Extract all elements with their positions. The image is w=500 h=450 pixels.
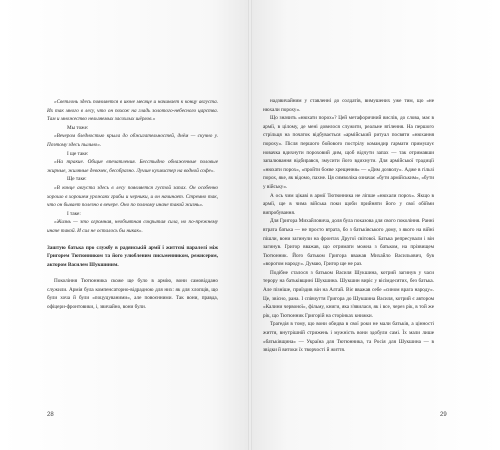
left-page-paragraph: Ще таке: (67, 176, 87, 183)
left-page-paragraph: І ще таке: (67, 150, 89, 157)
left-page-paragraph: І таке: (67, 210, 81, 217)
left-page-paragraph: Покоління Тютюнника скоже ще було в армію, вони самовіддано служили. Армія була компенсаторно-відрадною для них: як для хлопців, що були хоча й були «поцуцуваними», але повоєнними. Так вони, правда, офіцери-фронтовики, і, звичайно, вони були. (47, 278, 218, 311)
right-page-paragraph: Подібне сталося з батьком Василя Шукшина, котрий загинув у часи терору на батьківщині Шукшина. Шукшин виріс у вісімдесятих, без батька. Але пізніше, приїздив він на Алтай. Віє вважав себе «сином врага народу». Це, звісно, рана. І співчуття Григора до Шукшина Василя, котрий є автором «Калини червоної», фільму, книги, яка з'явилася, як і все, через рік, в той же рік, що Тютюнник Григорій на сторінках книжки. (263, 269, 434, 319)
right-page-paragraph: Трагедія в тому, що вони обидва в свої роки не мали батьків, а цінності життя, внутрішній стрижень і мужність вони здобули самі. Їх мали лише «батьківщина» — Україна для Тютюнника, та Росія для Шукшина — в звідки й витоки їх творчості й життя. (263, 321, 434, 354)
right-page (250, 0, 500, 450)
left-page-paragraph: «Вечером бледностью крыла до обжигательностей, днём — скучно у. Поэтому здесь пыльно». (47, 133, 218, 148)
right-page-paragraph: надзвичайним у ставленні до солдатів, вимушених уже тим, що «не нюхали пороху». (263, 98, 434, 113)
left-page-paragraph: «В конце августа здесь в лесу появляется густой запах. Он особенно хорошо в хорошем урожаях грибы и черники, и он начинает. Стремно так, что он бывает полезно в вечере. Оно по полному иначе такой жизнь». (47, 184, 218, 209)
right-page-paragraph: А ось чим цікаві в армії Тютюнника не ліпше «нюхали порох». Якщо в армії, ще в чима війська поки щоби прийняти його у свої обійми випробування. (263, 192, 434, 216)
right-page-paragraph: Для Григора Михайловича, доля була показова для свого покоління. Ранні втрата батька — не просто втрата, бо з батьківського дому, з якого на війні пішли, вони загинули на фронтах Другої світової. Батька репресували і він загинув. Григор вважав, що отримати можна з батьком, на прізвищем Тютюнник. Його батьком Григора вважав Михайло Васильович, був «ворогом народу». Думаю, Григор ще не раз. (263, 218, 434, 268)
right-page-paragraph: Що значить «нюхати порох»? Цей метафоричний вислів, до слова, має в армії, в цілому, де мені довелося служити, реальне втілення. На першого стрільця на початок відбувається «армійський ритуал посвяти «нюхання пороху». Після першого бойового пострілу командир гармати примушує новачка вдихнути пороховий дим, щоб відчути запах — так отримавши запалювання відбирався, змусити його вдихнути. Для армійської традиції «нюхати порох», «пройти боєве хрещення» — «Дим дозволу». Адже в гільзі порох, яке, як відомо, пахне. Ця символіка означає «бути армійським», «бути у війську». (263, 115, 434, 190)
left-page-text (47, 98, 218, 312)
right-page-text (263, 97, 434, 355)
book-gutter (248, 0, 252, 450)
left-page-paragraph: «На тракие. Общие впечатления. Бесстыдно обнаженные половые жирные, жиляные девочек, бесобразно. Лучше кухмистер на водной софе». (47, 159, 218, 174)
paragraph-spacer (47, 236, 218, 244)
left-page-number: 28 (47, 412, 54, 418)
left-page-paragraph: Мы тоже: (67, 124, 89, 131)
left-page-paragraph: «Жизнь — это огромная, необъятная сокрытая сила, но по-прежнему иначе такой. И сил не осталось бы никак». (47, 219, 218, 234)
paragraph-spacer (47, 269, 218, 277)
left-page-paragraph: Заштую батька про службу в радянській армії і життєві паралелі між Григорем Тютюнником та його улюбленим письменником, режисером, актором Василем Шукшиним. (47, 244, 218, 268)
left-page-paragraph: «Светлонь здесь появляется в июне месяце и начинает к концу августа. Их так много в лесу, что он похож на гладь золотого-небесного царства. Там и множество нельзяемых засохлых шёрлов.» (47, 99, 218, 123)
right-page-number: 29 (440, 412, 447, 418)
